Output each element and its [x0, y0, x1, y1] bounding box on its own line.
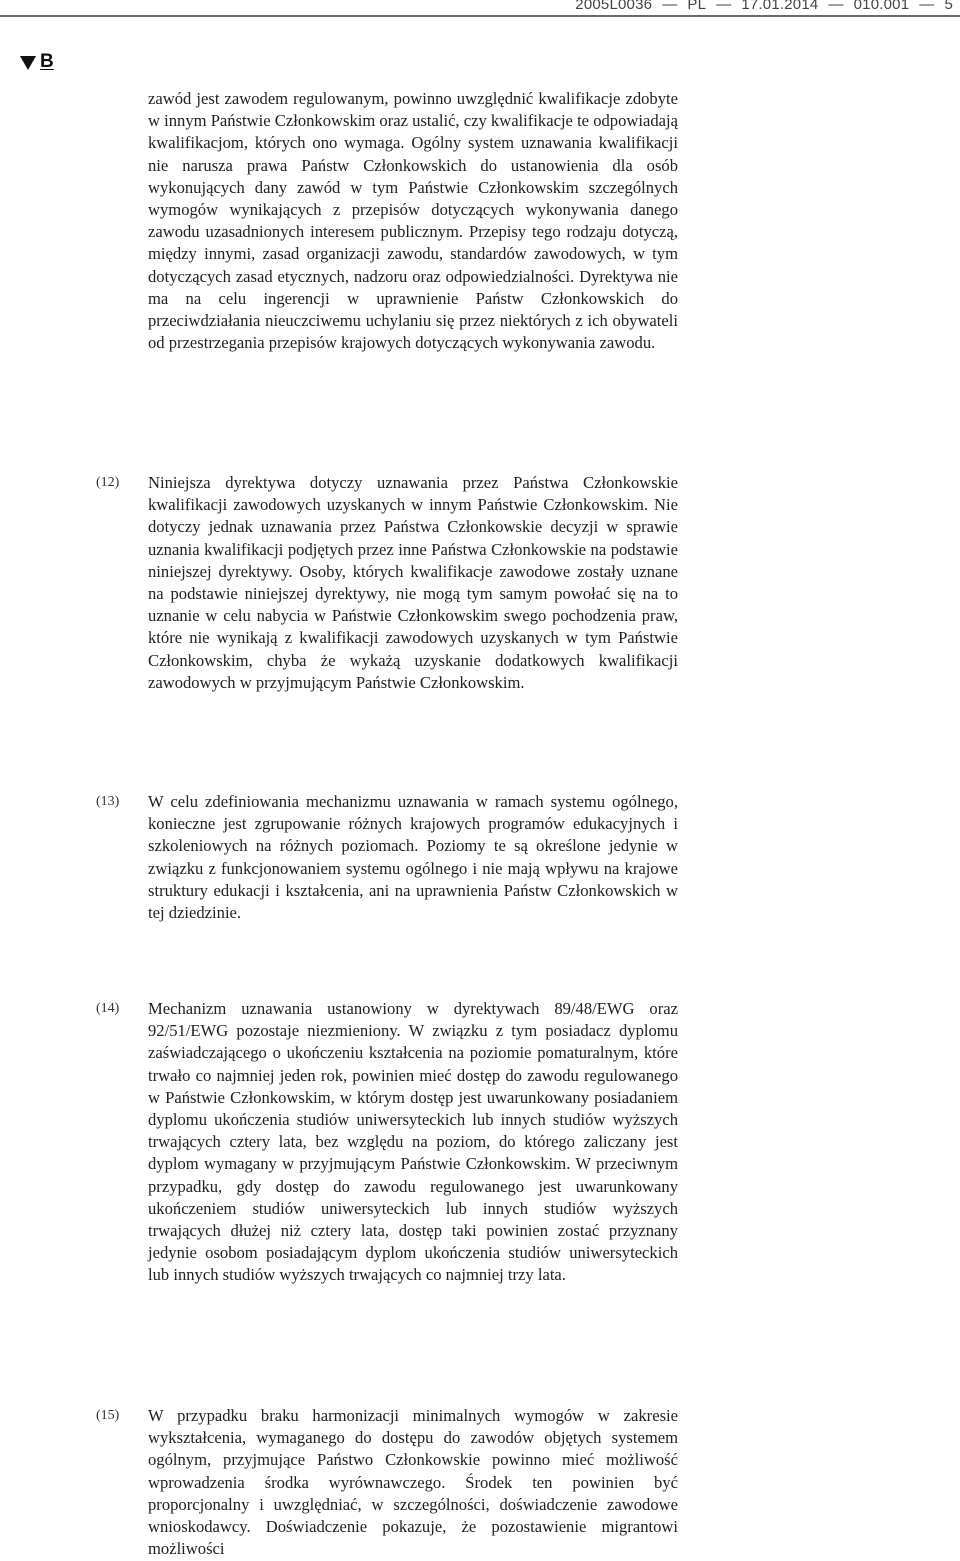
recital-number: (13) — [96, 794, 120, 809]
header-rule — [0, 15, 960, 17]
page-number: 5 — [944, 0, 953, 13]
recital-paragraph: W celu zdefiniowania mechanizmu uznawania w ramach systemu ogólnego, konieczne jest zgrupowanie różnych krajowych programów edukacyjnych i szkoleniowych na różnych poziomach. Poziomy te są określone jedynie w związku z funkcjonowaniem systemu ogólnego i nie mają wpływu na krajowe struktury edukacji i kształcenia, ani na uprawnienia Państw Członkowskich w tej dziedzinie. — [148, 792, 678, 923]
recital-number: (14) — [96, 1001, 120, 1016]
recital-paragraph: Mechanizm uznawania ustanowiony w dyrektywach 89/48/EWG oraz 92/51/EWG pozostaje niezmieniony. W związku z tym posiadacz dyplomu zaświadczającego o ukończeniu kształcenia na poziomie pomaturalnym, które trwało co najmniej jeden rok, powinien mieć dostęp do zawodu regulowanego w Państwie Członkowskim, w którym dostęp jest uwarunkowany posiadaniem dyplomu ukończenia studiów uniwersyteckich lub innych studiów wyższych trwających cztery lata, bez względu na poziom, do którego zaliczany jest dyplom wymagany w przyjmującym Państwie Członkowskim. W przeciwnym przypadku, gdy dostęp do zawodu regulowanego jest uwarunkowany ukończeniem studiów uniwersyteckich lub innych studiów wyższych trwających dłużej niż cztery lata, dostęp taki powinien zostać przyznany jedynie osobom posiadającym dyplom ukończenia studiów uniwersyteckich lub innych studiów wyższych trwających co najmniej trzy lata. — [148, 999, 678, 1285]
recital-number: (12) — [96, 475, 120, 490]
recital-paragraph: W przypadku braku harmonizacji minimalnych wymogów w zakresie wykształcenia, wymaganego do dostępu do zawodów objętych systemem ogólnym, przyjmujące Państwo Członkowskie powinno mieć możliwość wprowadzenia środka wyrównawczego. Środek ten powinien być proporcjonalny i uwzględniać, w szczególności, doświadczenie zawodowe wnioskodawcy. Doświadczenie pokazuje, że pozostawienie migrantowi możliwości — [148, 1406, 678, 1559]
doc-id: 2005L0036 — [575, 0, 653, 13]
triangle-down-icon — [20, 56, 36, 70]
recital-paragraph: Niniejsza dyrektywa dotyczy uznawania przez Państwa Członkowskie kwalifikacji zawodowych uzyskanych w innym Państwie Członkowskim. Nie dotyczy jednak uznawania przez Państwa Członkowskie decyzji w sprawie uznania kwalifikacji podjętych przez inne Państwa Członkowskie na podstawie niniejszej dyrektywy. Osoby, których kwalifikacje zawodowe zostały uznane na podstawie niniejszej dyrektywy, nie mogą tym samym powołać się na to uznanie w celu nabycia w Państwie Członkowskim swego pochodzenia praw, które nie wynikają z kwalifikacji zawodowych uzyskanych w tym Państwie Członkowskim, chyba że wykażą uzyskanie dodatkowych kwalifikacji zawodowych w przyjmującym Państwie Członkowskim. — [148, 473, 678, 692]
amendment-marker-letter: B — [40, 51, 54, 72]
doc-version: 010.001 — [853, 0, 910, 13]
recital-paragraph-continuation: zawód jest zawodem regulowanym, powinno uwzględnić kwalifikacje zdobyte w innym Państwie Członkowskim oraz ustalić, czy kwalifikacje te odpowiadają kwalifikacjom, których ono wymaga. Ogólny system uznawania kwalifikacji nie narusza prawa Państw Członkowskich do ustanowienia dla osób wykonujących dany zawód w tym Państwie Członkowskim szczególnych wymogów wynikających z przepisów dotyczących wykonywania danego zawodu uzasadnionych interesem publicznym. Przepisy tego rodzaju dotyczą, między innymi, zasad organizacji zawodu, standardów zawodowych, w tym dotyczących zasad etycznych, nadzoru oraz odpowiedzialności. Dyrektywa nie ma na celu ingerencji w uprawnienie Państw Członkowskich do przeciwdziałania nieuczciwemu uchylaniu się przez niektórych z ich obywateli od przestrzegania przepisów krajowych dotyczących wykonywania zawodu. — [148, 89, 678, 353]
running-header: 2005L0036 — PL — 17.01.2014 — 010.001 — 5 — [575, 0, 953, 13]
recital-number: (15) — [96, 1408, 120, 1423]
doc-date: 17.01.2014 — [741, 0, 819, 13]
amendment-marker[interactable] — [20, 51, 54, 73]
doc-language: PL — [687, 0, 707, 13]
